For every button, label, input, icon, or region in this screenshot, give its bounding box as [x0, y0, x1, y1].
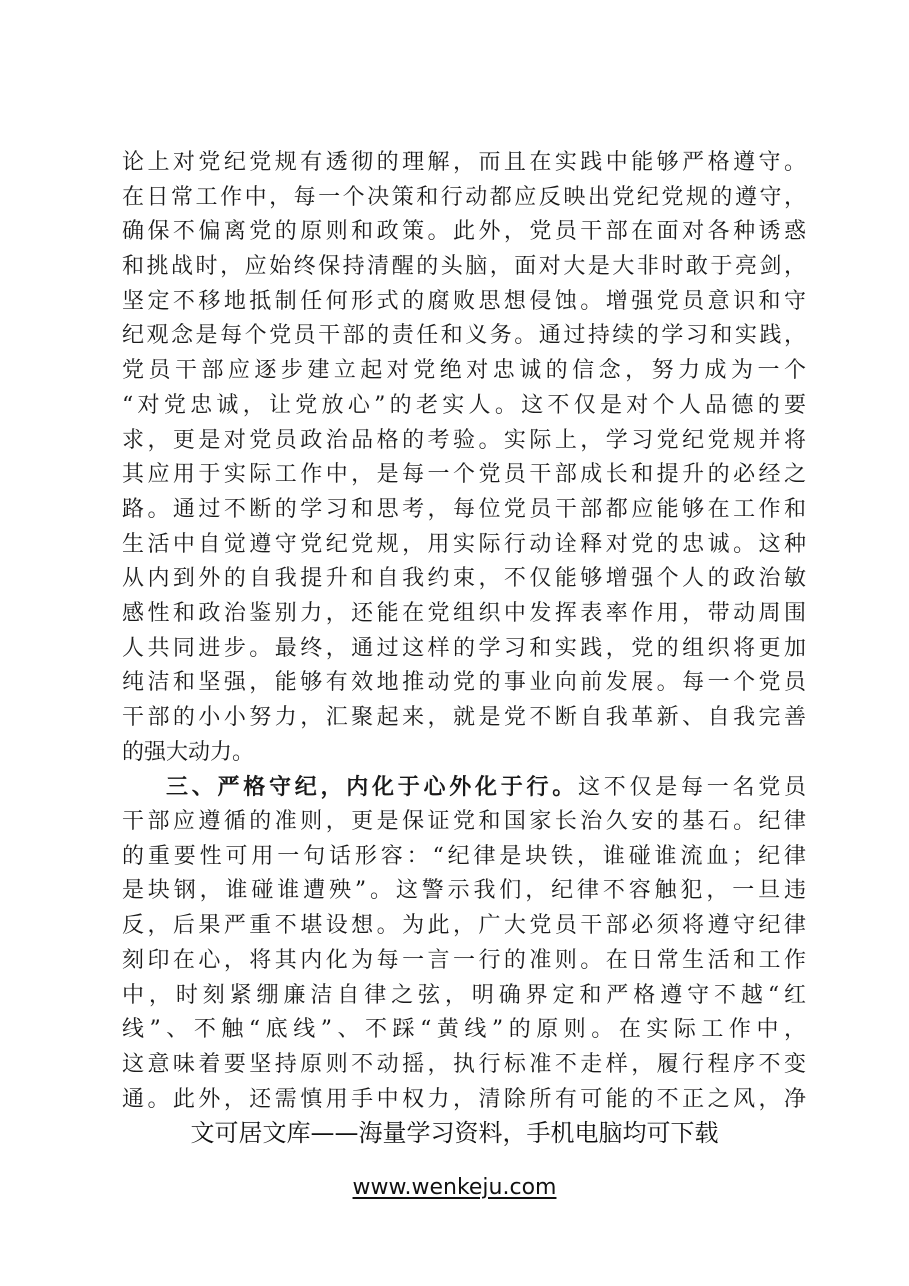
text-line: 干部应遵循的准则，更是保证党和国家长治久安的基石。纪律 — [122, 809, 806, 835]
footer-url-wrapper — [0, 1173, 909, 1203]
text-line: 通。此外，还需慎用手中权力，清除所有可能的不正之风，净 — [122, 1086, 806, 1112]
text-line: 刻印在心，将其内化为每一言一行的准则。在日常生活和工作 — [122, 947, 806, 973]
footer-title: 文可居文库——海量学习资料，手机电脑均可下载 — [190, 1119, 719, 1147]
text-line: 论上对党纪党规有透彻的理解，而且在实践中能够严格遵守。 — [122, 150, 806, 175]
text-line: 干部的小小努力，汇聚起来，就是党不断自我革新、自我完善 — [122, 705, 806, 730]
text-line: 纯洁和坚强，能够有效地推动党的事业向前发展。每一个党员 — [122, 670, 806, 696]
text-line: 中，时刻紧绷廉洁自律之弦，明确界定和严格遵守不越“红 — [122, 982, 806, 1008]
text-line: 路。通过不断的学习和思考，每位党员干部都应能够在工作和 — [122, 496, 806, 522]
section-heading: 三、严格守纪，内化于心外化于行。 — [166, 774, 578, 801]
section-heading-continuation: 这不仅是每一名党员 — [577, 775, 806, 801]
text-line: “对党忠诚，让党放心”的老实人。这不仅是对个人品德的要 — [122, 392, 806, 418]
text-line: 确保不偏离党的原则和政策。此外，党员干部在面对各种诱惑 — [122, 219, 806, 245]
text-line: 生活中自觉遵守党纪党规，用实际行动诠释对党的忠诚。这种 — [122, 531, 806, 557]
text-line: 其应用于实际工作中，是每一个党员干部成长和提升的必经之 — [122, 462, 806, 488]
text-line: 坚定不移地抵制任何形式的腐败思想侵蚀。增强党员意识和守 — [122, 288, 806, 314]
text-line: 从内到外的自我提升和自我约束，不仅能够增强个人的政治敏 — [122, 566, 806, 592]
text-line: 的强大动力。 — [122, 739, 255, 765]
footer-link[interactable]: www.wenkeju.com — [352, 1175, 557, 1200]
text-line: 感性和政治鉴别力，还能在党组织中发挥表率作用，带动周围 — [122, 600, 806, 626]
text-line: 求，更是对党员政治品格的考验。实际上，学习党纪党规并将 — [122, 427, 806, 453]
text-line: 这意味着要坚持原则不动摇，执行标准不走样，履行程序不变 — [122, 1051, 806, 1077]
text-line: 和挑战时，应始终保持清醒的头脑，面对大是大非时敢于亮剑， — [122, 254, 806, 280]
body-text — [122, 146, 806, 1117]
text-line: 人共同进步。最终，通过这样的学习和实践，党的组织将更加 — [122, 635, 806, 661]
text-line: 纪观念是每个党员干部的责任和义务。通过持续的学习和实践， — [122, 323, 806, 349]
text-line: 线”、不触“底线”、不踩“黄线”的原则。在实际工作中， — [122, 1017, 806, 1043]
section-heading-line — [122, 770, 806, 805]
text-line: 反，后果严重不堪设想。为此，广大党员干部必须将遵守纪律 — [122, 913, 806, 939]
text-line: 在日常工作中，每一个决策和行动都应反映出党纪党规的遵守， — [122, 184, 806, 210]
text-line: 是块钢，谁碰谁遭殃”。这警示我们，纪律不容触犯，一旦违 — [122, 878, 806, 904]
text-line: 的重要性可用一句话形容：“纪律是块铁，谁碰谁流血；纪律 — [122, 843, 806, 869]
text-line: 党员干部应逐步建立起对党绝对忠诚的信念，努力成为一个 — [122, 358, 806, 384]
